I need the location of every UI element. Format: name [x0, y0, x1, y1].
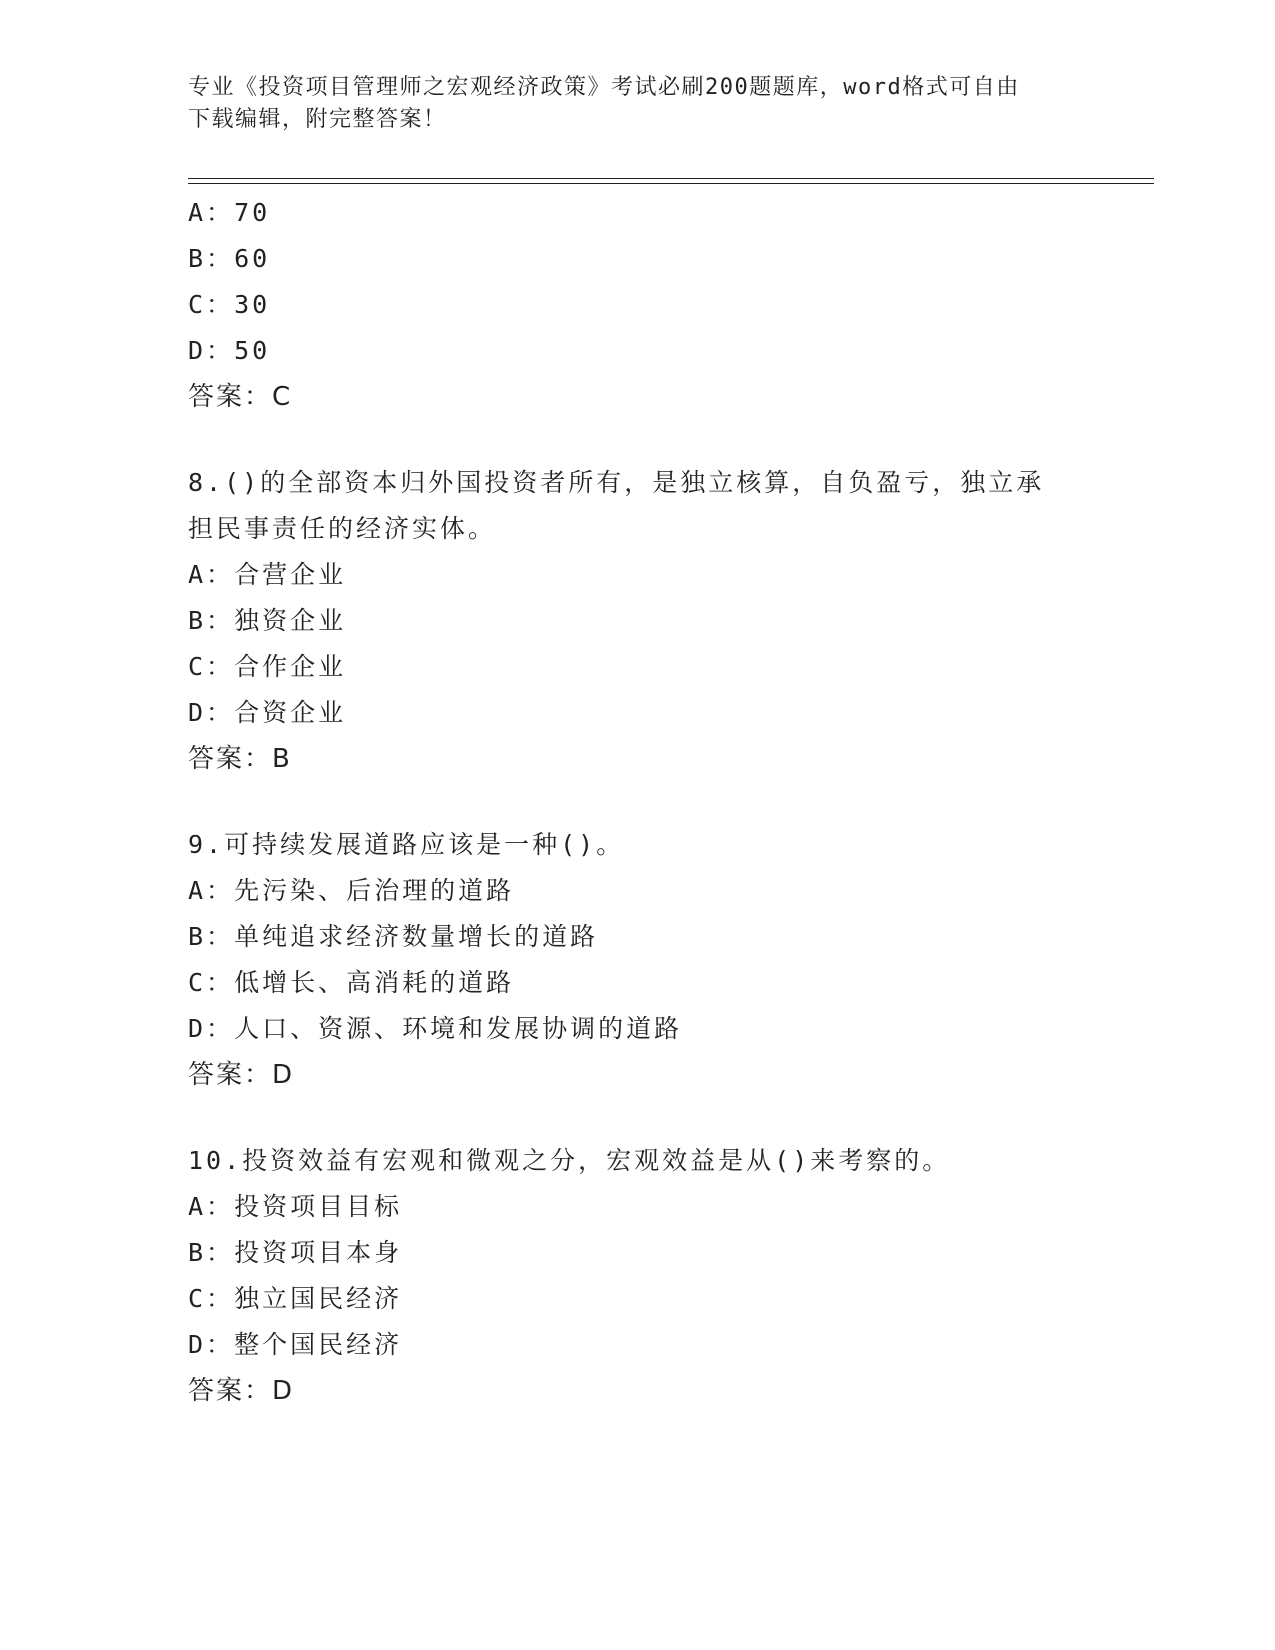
- option-b: B：独资企业: [188, 606, 347, 635]
- option-c: C：合作企业: [188, 652, 347, 681]
- option-c: C：低增长、高消耗的道路: [188, 968, 515, 997]
- option-a: A：先污染、后治理的道路: [188, 876, 515, 905]
- question-9: [188, 822, 1088, 1098]
- option-b: B：60: [188, 244, 271, 273]
- option-d: D：整个国民经济: [188, 1330, 403, 1359]
- question-text: 9.可持续发展道路应该是一种()。: [188, 830, 625, 859]
- header-line-1: 专业《投资项目管理师之宏观经济政策》考试必刷200题题库，word格式可自由: [188, 75, 1020, 100]
- answer-line: 答案：B: [188, 744, 292, 774]
- document-header: [188, 72, 1068, 136]
- option-d: D：合资企业: [188, 698, 347, 727]
- header-line-2: 下载编辑，附完整答案！: [188, 107, 447, 132]
- answer-line: 答案：D: [188, 1376, 295, 1406]
- answer-line: 答案：C: [188, 382, 293, 412]
- question-text: 8.()的全部资本归外国投资者所有，是独立核算，自负盈亏，独立承 担民事责任的经济实体。: [188, 468, 1045, 543]
- question-8: [188, 460, 1088, 782]
- option-b: B：投资项目本身: [188, 1238, 403, 1267]
- question-text: 10.投资效益有宏观和微观之分，宏观效益是从()来考察的。: [188, 1146, 951, 1175]
- option-d: D：人口、资源、环境和发展协调的道路: [188, 1014, 683, 1043]
- question-list: [188, 190, 1088, 1414]
- question-7: [188, 190, 1088, 420]
- option-b: B：单纯追求经济数量增长的道路: [188, 922, 599, 951]
- option-a: A：合营企业: [188, 560, 347, 589]
- option-c: C：30: [188, 290, 271, 319]
- answer-line: 答案：D: [188, 1060, 295, 1090]
- option-c: C：独立国民经济: [188, 1284, 403, 1313]
- header-divider-bottom: [188, 183, 1154, 184]
- option-a: A：70: [188, 198, 271, 227]
- question-10: [188, 1138, 1088, 1414]
- option-d: D：50: [188, 336, 271, 365]
- header-divider-top: [188, 178, 1154, 179]
- option-a: A：投资项目目标: [188, 1192, 403, 1221]
